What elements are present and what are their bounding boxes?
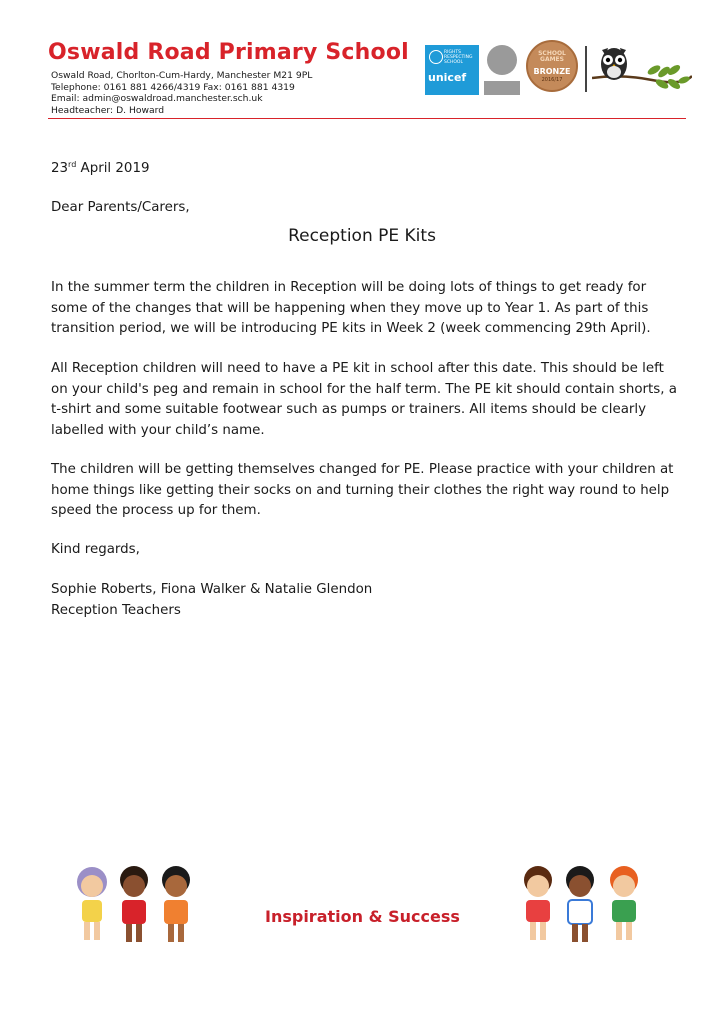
games-badge-level: BRONZE — [533, 67, 571, 76]
school-name: Oswald Road Primary School — [48, 40, 409, 65]
date-month-year: April 2019 — [76, 161, 150, 176]
school-email: Email: admin@oswaldroad.manchester.sch.uk — [51, 93, 263, 105]
globe-icon — [429, 50, 443, 64]
children-illustration-left — [64, 862, 214, 952]
children-illustration-right — [508, 862, 658, 952]
date-day: 23 — [51, 161, 69, 176]
games-badge-year: 2016/17 — [541, 77, 563, 83]
award-badge-label — [484, 81, 520, 95]
school-address: Oswald Road, Chorlton-Cum-Hardy, Manchester M21 9PL — [51, 70, 313, 81]
body-paragraph: All Reception children will need to have a PE kit in school after this date. This should be left on your child's peg and remain in school for the half term. The PE kit should contain shorts, a t-shirt and some suitable footwear such as pumps or trainers. All items should be clearly labelled with your child’s name. — [51, 361, 677, 438]
school-contact-block — [51, 70, 312, 116]
letter-title: Reception PE Kits — [288, 226, 436, 246]
header-divider — [585, 46, 587, 92]
unicef-logo-text: unicef — [428, 71, 467, 84]
award-circle-icon — [487, 45, 517, 75]
salutation: Dear Parents/Carers, — [51, 200, 190, 215]
unicef-rights-respecting-badge — [425, 45, 479, 95]
school-telephone: Telephone: 0161 881 4266/4319 Fax: 0161 881 4319 — [51, 81, 295, 93]
signatory-role: Reception Teachers — [51, 603, 181, 618]
headteacher: Headteacher: D. Howard — [51, 104, 165, 116]
unicef-badge-caption: RIGHTS RESPECTING SCHOOL — [444, 50, 473, 65]
letterhead — [0, 0, 724, 124]
owl-on-branch-icon — [592, 42, 692, 102]
games-badge-title: SCHOOL GAMES — [538, 50, 566, 63]
body-paragraph: The children will be getting themselves changed for PE. Please practice with your children at home things like getting their socks on and turning their clothes the right way round to help speed the process up for them. — [51, 462, 674, 519]
closing: Kind regards, — [51, 542, 140, 557]
body-paragraph: In the summer term the children in Reception will be doing lots of things to get ready for some of the changes that will be happening when they move up to Year 1. As part of this transition period, we will be introducing PE kits in Week 2 (week commencing 29th April). — [51, 280, 651, 337]
school-motto: Inspiration & Success — [265, 907, 460, 926]
school-games-bronze-badge — [526, 40, 578, 92]
header-rule — [48, 118, 686, 119]
signatories: Sophie Roberts, Fiona Walker & Natalie Glendon — [51, 582, 373, 597]
date-suffix: rd — [68, 160, 77, 169]
letter-date — [51, 160, 149, 176]
award-badge-gray — [484, 45, 520, 99]
